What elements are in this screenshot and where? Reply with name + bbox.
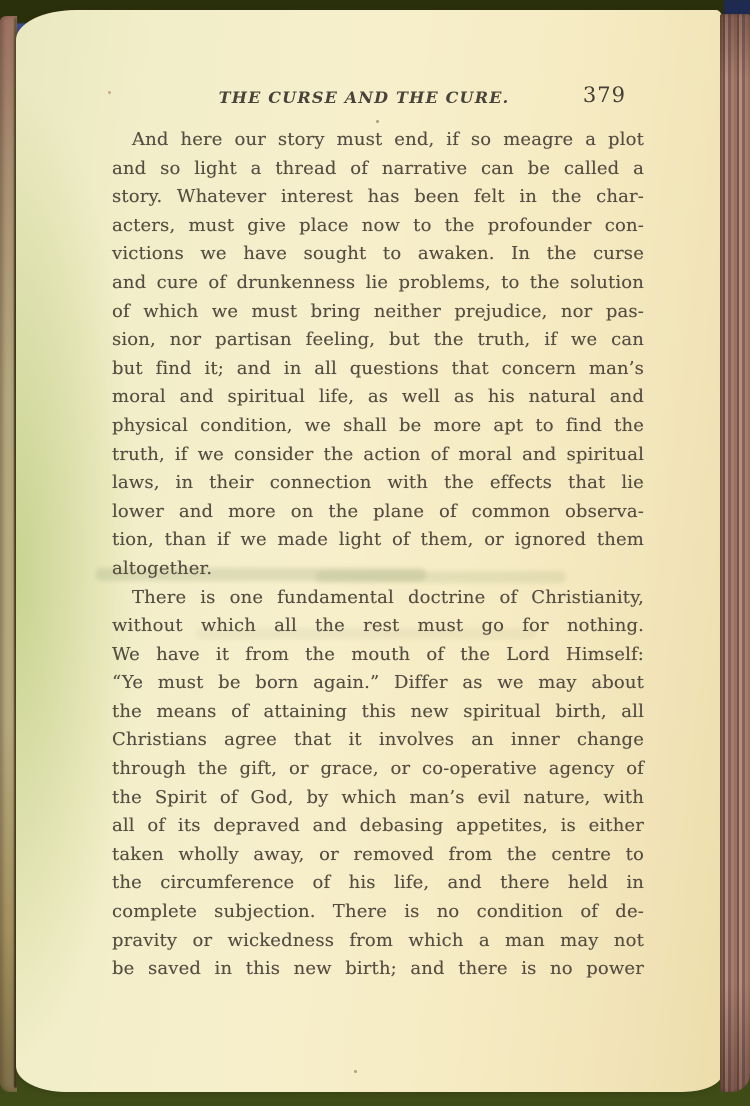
text-line: truth, if we consider the action of moral and spiritual	[112, 443, 644, 465]
book-page	[16, 10, 722, 1092]
fore-edge-pages	[720, 14, 750, 1092]
text-line: and cure of drunkenness lie problems, to the solution	[112, 271, 644, 293]
text-line: all of its depraved and debasing appetites, is either	[112, 815, 644, 837]
paper-speck	[376, 120, 379, 123]
text-line: And here our story must end, if so meagre a plot	[132, 129, 644, 150]
text-line: but find it; and in all questions that concern man’s	[112, 357, 644, 379]
text-line: Christians agree that it involves an inner change	[112, 729, 644, 751]
text-line: laws, in their connection with the effects that lie	[112, 472, 644, 494]
page-title: THE CURSE AND THE CURE.	[218, 88, 510, 107]
text-line: of which we must bring neither prejudice, nor pas-	[112, 300, 644, 322]
text-line: sion, nor partisan feeling, but the truth, if we can	[112, 329, 644, 351]
text-line: We have it from the mouth of the Lord Himself:	[112, 643, 644, 665]
text-line: complete subjection. There is no condition of de-	[112, 901, 644, 923]
page-text	[112, 126, 644, 984]
text-line: physical condition, we shall be more apt to find the	[112, 414, 644, 436]
text-line: without which all the rest must go for nothing.	[112, 615, 644, 637]
paper-speck	[354, 1070, 357, 1073]
text-line: There is one fundamental doctrine of Christianity,	[132, 586, 644, 608]
text-line: the circumference of his life, and there held in	[112, 872, 644, 894]
text-line: lower and more on the plane of common observa-	[112, 500, 644, 522]
page-number: 379	[582, 83, 626, 107]
text-line: moral and spiritual life, as well as his natural and	[112, 386, 644, 408]
text-line: the Spirit of God, by which man’s evil nature, with	[112, 786, 644, 808]
text-line: acters, must give place now to the profounder con-	[112, 214, 644, 236]
text-line: tion, than if we made light of them, or ignored them	[112, 529, 644, 551]
text-line: be saved in this new birth; and there is no power	[112, 958, 644, 980]
text-line: the means of attaining this new spiritual birth, all	[112, 700, 644, 722]
text-line: taken wholly away, or removed from the centre to	[112, 843, 644, 865]
text-line: altogether.	[112, 557, 213, 579]
running-head	[112, 83, 644, 114]
text-line: pravity or wickedness from which a man may not	[112, 929, 644, 951]
text-line: story. Whatever interest has been felt in the char-	[112, 186, 644, 208]
text-line: victions we have sought to awaken. In the curse	[112, 243, 644, 265]
text-line: and so light a thread of narrative can be called a	[112, 157, 644, 179]
text-line: through the gift, or grace, or co-operative agency of	[112, 758, 644, 780]
text-line: “Ye must be born again.” Differ as we may about	[112, 672, 644, 694]
